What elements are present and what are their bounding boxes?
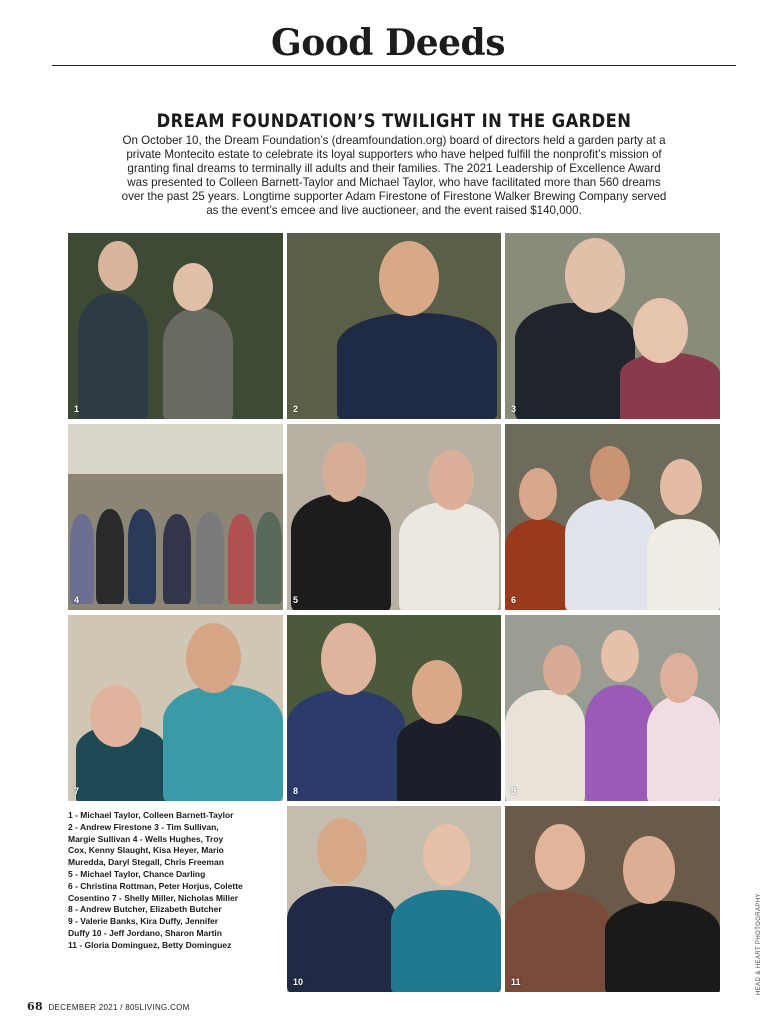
photo-captions	[68, 810, 278, 952]
caption-line: 8 - Andrew Butcher, Elizabeth Butcher	[68, 904, 222, 915]
issue-info: DECEMBER 2021 / 805LIVING.COM	[48, 1003, 190, 1012]
article-body: On October 10, the Dream Foundation’s (dreamfoundation.org) board of directors held a garden party at a private Montecito estate to celebrate its loyal supporters who have helped fulfill the nonprofit’s mission of granting final dreams to terminally ill adults and their families. The 2021 Leadership of Excellence Award was presented to Colleen Barnett-Taylor and Michael Taylor, who have facilitated more than 560 dreams over the past 25 years. Longtime supporter Adam Firestone of Firestone Walker Brewing Company served as the event’s emcee and live auctioneer, and the event raised $140,000.	[121, 134, 667, 217]
photo-number: 9	[511, 786, 517, 796]
section-title: Good Deeds	[271, 22, 505, 64]
photo-1	[68, 233, 283, 419]
photo-number: 8	[293, 786, 299, 796]
photo-2	[287, 233, 501, 419]
photo-number: 7	[74, 786, 80, 796]
page-footer	[27, 1000, 190, 1013]
photo-number: 5	[293, 595, 299, 605]
photo-5	[287, 424, 501, 610]
photo-8	[287, 615, 501, 801]
caption-line: 11 - Gloria Dominguez, Betty Dominguez	[68, 939, 232, 950]
photo-4	[68, 424, 283, 610]
photo-number: 6	[511, 595, 517, 605]
photo-11	[505, 806, 720, 992]
caption-line: Margie Sullivan 4 - Wells Hughes, Troy	[68, 833, 224, 844]
caption-line: 6 - Christina Rottman, Peter Horjus, Colette	[68, 880, 243, 891]
caption-line: Duffy 10 - Jeff Jordano, Sharon Martin	[68, 927, 222, 938]
photo-number: 2	[293, 404, 299, 414]
caption-line: 1 - Michael Taylor, Colleen Barnett-Taylor	[68, 810, 234, 820]
page-number: 68	[27, 1000, 43, 1013]
header-divider	[52, 65, 736, 66]
caption-line: Cox, Kenny Slaught, Kisa Heyer, Mario	[68, 845, 224, 856]
photo-number: 4	[74, 595, 80, 605]
photo-number: 1	[74, 404, 80, 414]
caption-line: Muredda, Daryl Stegall, Chris Freeman	[68, 857, 224, 868]
caption-line: 2 - Andrew Firestone 3 - Tim Sullivan,	[68, 821, 219, 832]
photo-6	[505, 424, 720, 610]
caption-line: 9 - Valerie Banks, Kira Duffy, Jennifer	[68, 916, 219, 927]
photo-10	[287, 806, 501, 992]
photo-7	[68, 615, 283, 801]
photo-number: 3	[511, 404, 517, 414]
caption-line: 5 - Michael Taylor, Chance Darling	[68, 868, 206, 879]
photo-number: 10	[293, 977, 304, 987]
photo-9	[505, 615, 720, 801]
photo-credit: HEAD & HEART PHOTOGRAPHY	[756, 893, 762, 995]
photo-3	[505, 233, 720, 419]
article-title: DREAM FOUNDATION’S TWILIGHT IN THE GARDEN	[156, 110, 632, 132]
caption-line: Cosentino 7 - Shelly Miller, Nicholas Miller	[68, 892, 239, 903]
photo-number: 11	[511, 977, 521, 987]
